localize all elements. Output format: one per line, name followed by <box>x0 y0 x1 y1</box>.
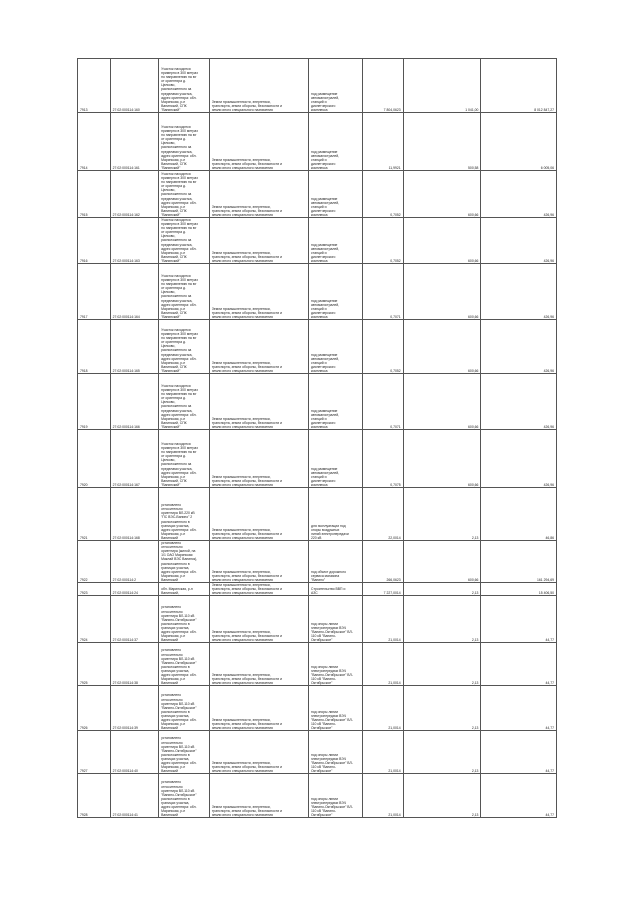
permitted-use-text: под размещение автомагистралей, станций и диспетчерского комплекса <box>311 352 340 373</box>
land-category <box>209 171 308 218</box>
rate-value <box>403 541 481 583</box>
row-number-text: 7917 <box>80 314 88 319</box>
rate-value <box>403 643 481 686</box>
rate-value-text: 600,66 <box>468 212 479 217</box>
area-value <box>363 731 404 774</box>
rate-value <box>403 113 481 171</box>
row-number <box>78 59 111 113</box>
cadastral-number <box>110 488 158 541</box>
land-category-text: Земли промышленности, энергетики, транспорта, земли обороны, безопасности и земли иного специального назначения <box>211 718 283 731</box>
area-value-text: 21,0014 <box>388 813 401 818</box>
row-number <box>78 541 111 583</box>
land-category <box>209 596 308 643</box>
cadastral-number <box>110 171 158 218</box>
row-number-text: 7919 <box>80 424 88 429</box>
land-category <box>209 731 308 774</box>
location-cell <box>159 374 210 430</box>
cadastral-value <box>481 596 557 643</box>
cadastral-value-text: 426,96 <box>543 482 554 487</box>
rate-value-text: 600,66 <box>468 258 479 263</box>
land-category-text: Земли промышленности, энергетики, транспорта, земли обороны, безопасности и земли иного специального назначения <box>211 569 283 582</box>
rate-value <box>403 171 481 218</box>
cadastral-number <box>110 643 158 686</box>
cadastral-value-text: 426,96 <box>543 368 554 373</box>
permitted-use <box>309 774 363 818</box>
permitted-use-text: под размещение автомагистралей, станций и диспетчерского комплекса <box>311 242 340 263</box>
location-cell <box>159 218 210 264</box>
permitted-use <box>309 686 363 731</box>
land-category-text: Земли промышленности, энергетики, транспорта, земли обороны, безопасности и земли иного специального назначения <box>211 805 283 818</box>
land-category-text: Земли промышленности, энергетики, транспорта, земли обороны, безопасности и земли иного специального назначения <box>211 583 283 596</box>
location-cell-text: установлено относительно ориентира ВЛ-110 кВ "Ванино-Октябрьское" расположенного в границах участка, адрес ориентира: обл. Маринская, р-н Ванинский <box>161 736 197 774</box>
cadastral-number <box>110 583 158 596</box>
rate-value-text: 500,58 <box>468 165 479 170</box>
area-value <box>363 583 404 596</box>
area-value-text: 0,7052 <box>390 212 401 217</box>
location-cell-text: установлено относительно ориентира (жилой, на 1/1 ОАО Маринская Маклай ВЭС Ванинск), расположенного в границах участка, адрес ориентира: обл. Маринская, р-н Ванинский <box>161 541 198 582</box>
location-cell <box>159 320 210 374</box>
cadastral-number-text: 27:02:000114:41 <box>112 813 138 818</box>
cadastral-number <box>110 731 158 774</box>
cadastral-value-text: 44,77 <box>545 726 554 731</box>
land-category <box>209 583 308 596</box>
cadastral-value <box>481 774 557 818</box>
cadastral-number <box>110 264 158 320</box>
rate-value-text: 2,13 <box>471 535 479 540</box>
location-cell <box>159 541 210 583</box>
land-category <box>209 774 308 818</box>
land-category <box>209 374 308 430</box>
cadastral-value <box>481 488 557 541</box>
land-category-text: Земли промышленности, энергетики, транспорта, земли обороны, безопасности и земли иного специального назначения <box>211 474 283 487</box>
location-cell-text: Участок находится примерно в 300 метрах по направлению на юг от ориентира д. Целково, расположенного за пределами участка, адрес ориентира: обл. Маринская, р-н Ванинский, СПК "Ванинский" <box>161 384 199 429</box>
row-number <box>78 596 111 643</box>
cadastral-value-text: 426,96 <box>543 258 554 263</box>
area-value-text: 0,7052 <box>390 258 401 263</box>
location-cell-text: Участок находится примерно в 300 метрах по направлению на юг от ориентира д. Целково, расположенного за пределами участка, адрес ориентира: обл. Маринская, р-н Ванинский, СПК "Ванинский" <box>161 328 199 373</box>
area-value <box>363 596 404 643</box>
rate-value-text: 2,13 <box>471 681 479 686</box>
table-row <box>78 596 557 643</box>
permitted-use-text: под размещение автомагистралей, станций и диспетчерского комплекса <box>311 466 340 487</box>
permitted-use <box>309 583 363 596</box>
row-number <box>78 218 111 264</box>
land-category <box>209 643 308 686</box>
permitted-use-text: под опоры линии электропередачи ВЭЧ "Ванино-Октябрьское" ВЛ- 110 кВ "Ванино- Октябрьское" <box>311 752 353 774</box>
table-row <box>78 59 557 113</box>
cadastral-value <box>481 583 557 596</box>
location-cell <box>159 686 210 731</box>
rate-value-text: 2,13 <box>471 769 479 774</box>
cadastral-value-text: 44,77 <box>545 769 554 774</box>
row-number-text: 7927 <box>80 769 88 774</box>
area-value-text: 0,7071 <box>390 314 401 319</box>
table-row <box>78 686 557 731</box>
row-number <box>78 686 111 731</box>
land-category <box>209 218 308 264</box>
table-row <box>78 374 557 430</box>
cadastral-number <box>110 374 158 430</box>
area-value <box>363 59 404 113</box>
rate-value <box>403 59 481 113</box>
rate-value-text: 600,66 <box>468 314 479 319</box>
cadastral-number-text: 27:02:000114:38 <box>112 681 138 686</box>
cadastral-value <box>481 686 557 731</box>
rate-value-text: 600,66 <box>468 482 479 487</box>
rate-value <box>403 430 481 488</box>
location-cell <box>159 430 210 488</box>
table-row <box>78 643 557 686</box>
row-number-text: 7924 <box>80 638 88 643</box>
rate-value <box>403 264 481 320</box>
land-category-text: Земли промышленности, энергетики, транспорта, земли обороны, безопасности и земли иного специального назначения <box>211 630 283 643</box>
permitted-use <box>309 430 363 488</box>
area-value-text: 21,0014 <box>388 769 401 774</box>
rate-value <box>403 320 481 374</box>
permitted-use-text: под опоры линии электропередачи ВЭЧ "Ванино-Октябрьское" ВЛ- 110 кВ "Ванино- Октябрьское" <box>311 709 353 731</box>
area-value <box>363 218 404 264</box>
location-cell-text: установлено относительно ориентира ВЛ-110 кВ "Ванино-Октябрьское" расположенного в границах участка, адрес ориентира: обл. Маринская, р-н Ванинский <box>161 648 197 686</box>
row-number-text: 7923 <box>80 591 88 596</box>
location-cell <box>159 113 210 171</box>
permitted-use-text: под размещение автомагистралей, станций и диспетчерского комплекса <box>311 91 340 112</box>
location-cell <box>159 731 210 774</box>
rate-value <box>403 218 481 264</box>
permitted-use-text: под размещение автомагистралей, станций и диспетчерского комплекса <box>311 408 340 429</box>
cadastral-number-text: 27:02:000114:37 <box>112 638 138 643</box>
rate-value-text: 2,13 <box>471 726 479 731</box>
row-number-text: 7922 <box>80 577 88 582</box>
permitted-use <box>309 113 363 171</box>
land-category-text: Земли промышленности, энергетики, транспорта, земли обороны, безопасности и земли иного специального назначения <box>211 673 283 686</box>
table-row <box>78 731 557 774</box>
permitted-use-text: под опоры линии электропередачи ВЭЧ "Ванино-Октябрьское" ВЛ- 110 кВ "Ванино- Октябрьское" <box>311 796 353 818</box>
cadastral-value <box>481 731 557 774</box>
table-row <box>78 171 557 218</box>
cadastral-number-text: 27:02:000114:40 <box>112 769 138 774</box>
rate-value <box>403 488 481 541</box>
rate-value-text: 2,13 <box>471 591 479 596</box>
table-row <box>78 541 557 583</box>
location-cell-text: Участок находится примерно в 300 метрах по направлению на юг от ориентира д. Целково, расположенного за пределами участка, адрес ориентира: обл. Маринская, р-н Ванинский, СПК "Ванинский" <box>161 274 199 319</box>
rate-value-text: 2,13 <box>471 638 479 643</box>
area-value <box>363 320 404 374</box>
permitted-use <box>309 218 363 264</box>
cadastral-number <box>110 218 158 264</box>
permitted-use-text: под размещение автомагистралей, станций и диспетчерского комплекса <box>311 196 340 217</box>
cadastral-number-text: 27:02:000114:2 <box>112 577 136 582</box>
rate-value-text: 600,66 <box>468 368 479 373</box>
cadastral-value <box>481 541 557 583</box>
cadastral-value-text: 44,77 <box>545 813 554 818</box>
cadastral-value-text: 426,96 <box>543 424 554 429</box>
row-number <box>78 320 111 374</box>
cadastral-number <box>110 320 158 374</box>
cadastral-number-text: 27:02:000114:161 <box>112 165 140 170</box>
area-value-text: 7 227,0014 <box>383 591 401 596</box>
cadastral-value-text: 15 406,50 <box>538 591 554 596</box>
location-cell <box>159 774 210 818</box>
cadastral-value <box>481 374 557 430</box>
land-category-text: Земли промышленности, энергетики, транспорта, земли обороны, безопасности и земли иного специального назначения <box>211 250 283 263</box>
rate-value-text: 600,66 <box>468 577 479 582</box>
cadastral-number-text: 27:02:000114:165 <box>112 368 140 373</box>
cadastral-value-text: 426,96 <box>543 212 554 217</box>
row-number <box>78 430 111 488</box>
cadastral-number <box>110 774 158 818</box>
rate-value <box>403 596 481 643</box>
location-cell-text: установлено относительно ориентира ВЛ-110 кВ "Ванино-Октябрьское" расположенного в границах участка, адрес ориентира: обл. Маринская, р-н Ванинский <box>161 693 197 731</box>
permitted-use-text: под опоры линии электропередачи ВЭЧ "Ванино-Октябрьское" ВЛ- 110 кВ "Ванино- Октябрьское" <box>311 621 353 643</box>
table-row <box>78 774 557 818</box>
cadastral-value-text: 161 294,69 <box>537 577 554 582</box>
cadastral-number-text: 27:02:000114:163 <box>112 258 140 263</box>
permitted-use <box>309 541 363 583</box>
land-category-text: Земли промышленности, энергетики, транспорта, земли обороны, безопасности и земли иного специального назначения <box>211 761 283 774</box>
permitted-use <box>309 59 363 113</box>
area-value <box>363 488 404 541</box>
permitted-use <box>309 731 363 774</box>
table-row <box>78 320 557 374</box>
row-number <box>78 113 111 171</box>
row-number-text: 7921 <box>80 535 88 540</box>
permitted-use <box>309 374 363 430</box>
cadastral-value <box>481 171 557 218</box>
cadastral-number <box>110 541 158 583</box>
row-number-text: 7925 <box>80 681 88 686</box>
area-value <box>363 541 404 583</box>
location-cell-text: Участок находится примерно в 300 метрах по направлению на юг от ориентира д. Целково, расположенного за пределами участка, адрес ориентира: обл. Маринская, р-н Ванинский, СПК "Ванинский" <box>161 124 199 170</box>
land-category-text: Земли промышленности, энергетики, транспорта, земли обороны, безопасности и земли иного специального назначения <box>211 204 283 217</box>
area-value <box>363 686 404 731</box>
row-number-text: 7915 <box>80 212 88 217</box>
cadastral-value <box>481 218 557 264</box>
cadastral-value <box>481 430 557 488</box>
row-number-text: 7928 <box>80 813 88 818</box>
permitted-use <box>309 488 363 541</box>
permitted-use-text: под опоры линии электропередачи ВЭЧ "Ванино-Октябрьское" ВЛ- 110 кВ "Ванино- Октябрьское" <box>311 664 353 686</box>
cadastral-value-text: 6 005,06 <box>540 165 554 170</box>
row-number <box>78 264 111 320</box>
location-cell <box>159 643 210 686</box>
cadastral-number-text: 27:02:000114:39 <box>112 726 138 731</box>
cadastral-value <box>481 113 557 171</box>
rate-value <box>403 686 481 731</box>
row-number <box>78 171 111 218</box>
land-category <box>209 113 308 171</box>
cadastral-number <box>110 59 158 113</box>
table-row <box>78 264 557 320</box>
area-value <box>363 171 404 218</box>
cadastral-number-text: 27:02:000114:167 <box>112 482 140 487</box>
location-cell-text: Участок находится примерно в 300 метрах по направлению на юг от ориентира д. Целково, расположенного за пределами участка, адрес ориентира: обл. Маринская, р-н Ванинский, СПК "Ванинский" <box>161 66 199 112</box>
cadastral-number-text: 27:02:000114:24 <box>112 591 138 596</box>
row-number-text: 7916 <box>80 258 88 263</box>
area-value <box>363 643 404 686</box>
land-category <box>209 264 308 320</box>
cadastral-value <box>481 59 557 113</box>
row-number <box>78 374 111 430</box>
cadastral-value-text: 426,96 <box>543 314 554 319</box>
area-value <box>363 430 404 488</box>
land-category <box>209 488 308 541</box>
cadastral-value-text: 46,86 <box>545 535 554 540</box>
location-cell-text: Участок находится примерно в 300 метрах по направлению на юг от ориентира д. Целково, расположенного за пределами участка, адрес ориентира: обл. Маринская, р-н Ванинский, СПК "Ванинский" <box>161 171 199 217</box>
location-cell-text: Участок находится примерно в 300 метрах по направлению на юг от ориентира д. Целково, расположенного за пределами участка, адрес ориентира: обл. Маринская, р-н Ванинский, СПК "Ванинский" <box>161 218 199 263</box>
row-number-text: 7918 <box>80 368 88 373</box>
area-value <box>363 774 404 818</box>
cadastral-number <box>110 113 158 171</box>
land-category <box>209 686 308 731</box>
permitted-use-text: под размещение автомагистралей, станций и диспетчерского комплекса <box>311 149 340 170</box>
location-cell <box>159 488 210 541</box>
row-number <box>78 731 111 774</box>
cadastral-value-text: 8 012 847,27 <box>534 107 554 112</box>
location-cell-text: установлено относительно ориентира ВЛ-110 кВ "Ванино-Октябрьское" расположенного в границах участка, адрес ориентира: обл. Маринская, р-н Ванинский <box>161 780 197 818</box>
row-number-text: 7926 <box>80 726 88 731</box>
rate-value <box>403 583 481 596</box>
permitted-use-text: под объект дорожного сервиса магазина "Ванино" <box>311 569 346 582</box>
area-value <box>363 264 404 320</box>
land-category <box>209 59 308 113</box>
rate-value <box>403 374 481 430</box>
cadastral-number-text: 27:02:000114:166 <box>112 424 140 429</box>
cadastral-number <box>110 596 158 643</box>
table-row <box>78 583 557 596</box>
table-row <box>78 430 557 488</box>
row-number <box>78 488 111 541</box>
location-cell-text: Участок находится примерно в 300 метрах по направлению на юг от ориентира д. Целково, расположенного за пределами участка, адрес ориентира: обл. Маринская, р-н Ванинский, СПК "Ванинский" <box>161 442 199 487</box>
land-category-text: Земли промышленности, энергетики, транспорта, земли обороны, безопасности и земли иного специального назначения <box>211 527 283 540</box>
row-number <box>78 583 111 596</box>
permitted-use-text: под размещение автомагистралей, станций и диспетчерского комплекса <box>311 298 340 319</box>
table-row <box>78 113 557 171</box>
rate-value <box>403 774 481 818</box>
land-category-text: Земли промышленности, энергетики, транспорта, земли обороны, безопасности и земли иного специального назначения <box>211 157 283 170</box>
area-value <box>363 374 404 430</box>
land-category <box>209 541 308 583</box>
permitted-use <box>309 643 363 686</box>
rate-value-text: 1 041,00 <box>465 107 479 112</box>
cadastral-number-text: 27:02:000114:160 <box>112 107 140 112</box>
land-registry-table <box>77 58 557 818</box>
cadastral-number-text: 27:02:000114:162 <box>112 212 140 217</box>
location-cell <box>159 59 210 113</box>
cadastral-value-text: 44,77 <box>545 681 554 686</box>
permitted-use <box>309 264 363 320</box>
location-cell-text: обл. Маринская, р-н Ванинский, <box>161 587 193 596</box>
permitted-use-text: для эксплуатации под опоры воздушных линий электропередачи 220 кВ <box>311 523 349 540</box>
cadastral-value <box>481 264 557 320</box>
area-value <box>363 113 404 171</box>
location-cell <box>159 171 210 218</box>
row-number-text: 7920 <box>80 482 88 487</box>
land-category-text: Земли промышленности, энергетики, транспорта, земли обороны, безопасности и земли иного специального назначения <box>211 306 283 319</box>
rate-value <box>403 731 481 774</box>
row-number-text: 7914 <box>80 165 88 170</box>
permitted-use <box>309 596 363 643</box>
permitted-use <box>309 320 363 374</box>
location-cell <box>159 583 210 596</box>
row-number <box>78 643 111 686</box>
cadastral-value-text: 44,77 <box>545 638 554 643</box>
cadastral-number-text: 27:02:000114:164 <box>112 314 140 319</box>
row-number <box>78 774 111 818</box>
location-cell <box>159 596 210 643</box>
area-value-text: 22,0014 <box>388 535 401 540</box>
area-value-text: 0,7075 <box>390 482 401 487</box>
rate-value-text: 2,13 <box>471 813 479 818</box>
location-cell <box>159 264 210 320</box>
area-value-text: 21,0014 <box>388 638 401 643</box>
area-value-text: 0,7052 <box>390 368 401 373</box>
permitted-use <box>309 171 363 218</box>
land-category <box>209 430 308 488</box>
location-cell-text: установлено относительно ориентира ВЛ-220 кВ "ПС ВЭС-Ванино" 2 расположенного в границах участка, адрес ориентира: обл. Маринская, р-н Ванинский <box>161 503 197 540</box>
cadastral-value <box>481 643 557 686</box>
rate-value-text: 600,66 <box>468 424 479 429</box>
area-value-text: 7 804,0623 <box>383 107 401 112</box>
area-value-text: 21,0014 <box>388 726 401 731</box>
location-cell-text: установлено относительно ориентира ВЛ-110 кВ "Ванино-Октябрьское" расположенного в границах участка, адрес ориентира: обл. Маринская, р-н Ванинский <box>161 605 197 643</box>
area-value-text: 266,0623 <box>386 577 401 582</box>
cadastral-number <box>110 430 158 488</box>
land-category <box>209 320 308 374</box>
cadastral-value <box>481 320 557 374</box>
row-number-text: 7913 <box>80 107 88 112</box>
land-category-text: Земли промышленности, энергетики, транспорта, земли обороны, безопасности и земли иного специального назначения <box>211 416 283 429</box>
cadastral-number-text: 27:02:000114:168 <box>112 535 140 540</box>
area-value-text: 0,7071 <box>390 424 401 429</box>
permitted-use-text: Строительство ВВП и АЗС <box>311 587 346 596</box>
land-category-text: Земли промышленности, энергетики, транспорта, земли обороны, безопасности и земли иного специального назначения <box>211 360 283 373</box>
cadastral-number <box>110 686 158 731</box>
area-value-text: 11,9921 <box>388 165 401 170</box>
area-value-text: 21,0014 <box>388 681 401 686</box>
table-row <box>78 218 557 264</box>
table-row <box>78 488 557 541</box>
land-category-text: Земли промышленности, энергетики, транспорта, земли обороны, безопасности и земли иного специального назначения <box>211 99 283 112</box>
